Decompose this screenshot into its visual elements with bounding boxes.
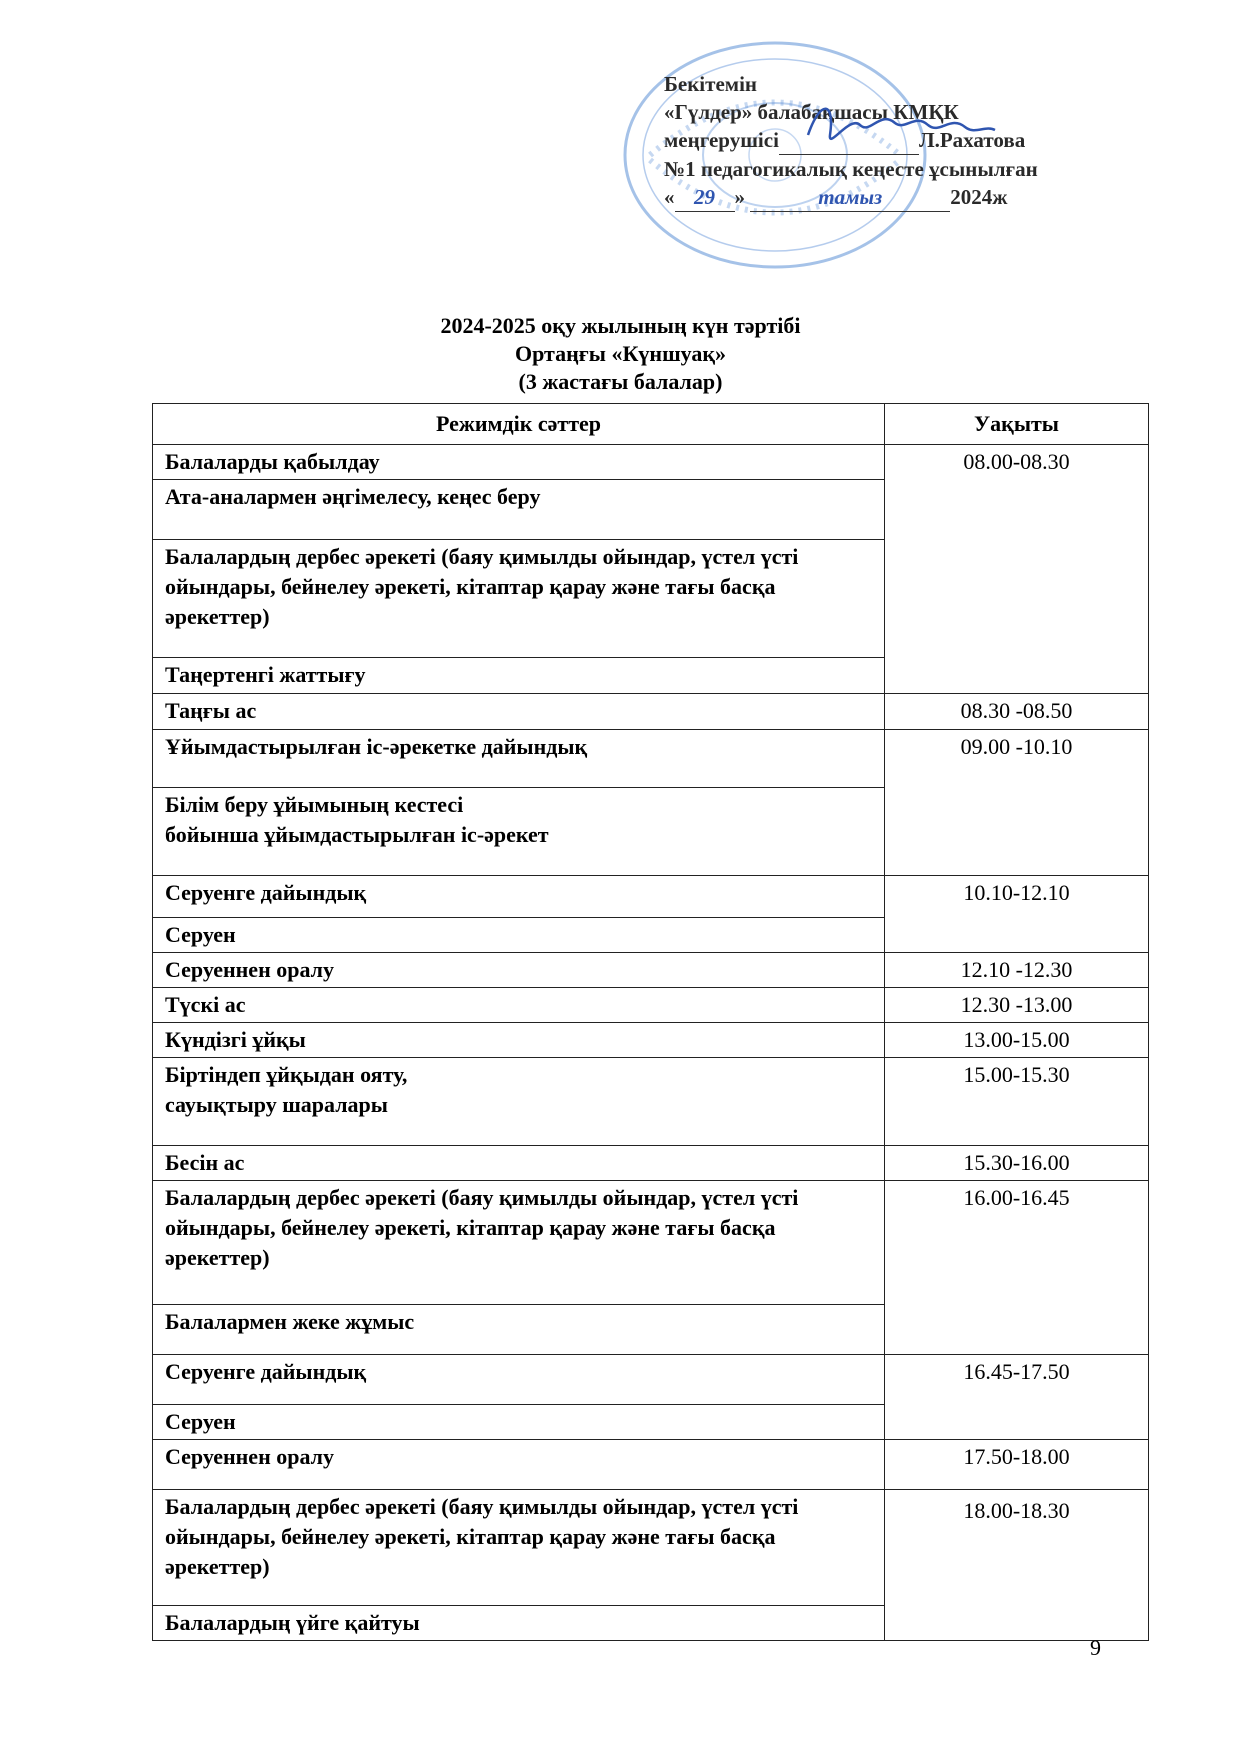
activity-line: бойынша ұйымдастырылған іс-әрекет [165,822,549,847]
table-row [153,730,1149,788]
group-name: Ортаңғы «Күншуақ» [514,341,727,366]
activity-cell: Балаларды қабылдау [153,445,885,480]
time-cell: 12.10 -12.30 [885,953,1149,988]
time-cell: 08.30 -08.50 [885,694,1149,730]
activity-cell: Балалардың дербес әрекеті (баяу қимылды ойындар, үстел үсті ойындары, бейнелеу әрекеті, кітаптар қарау және тағы басқа әрекеттер) [153,1181,885,1305]
header-activities: Режимдік сәттер [153,404,885,445]
table-row [153,1355,1149,1405]
approval-title: Бекітемін [664,72,758,96]
activity-cell: Таңертенгі жаттығу [153,658,885,694]
time-cell: 12.30 -13.00 [885,988,1149,1023]
activity-cell: Күндізгі ұйқы [153,1023,885,1058]
schedule-heading [0,312,1241,396]
kindergarten-name: «Гүлдер» балабақшасы КМҚК [664,100,959,124]
table-row [153,1181,1149,1305]
table-header-row [153,404,1149,445]
activity-cell: Балалармен жеке жұмыс [153,1305,885,1355]
activity-cell: Ата-аналармен әңгімелесу, кеңес беру [153,480,885,540]
table-row [153,1490,1149,1606]
date-month: тамыз [750,183,950,212]
time-cell: 15.30-16.00 [885,1146,1149,1181]
table-row [153,1440,1149,1490]
header-time: Уақыты [885,404,1149,445]
table-row [153,445,1149,480]
activity-cell: Серуеннен оралу [153,953,885,988]
activity-cell: Серуеннен оралу [153,1440,885,1490]
activity-cell: Серуен [153,1405,885,1440]
council-line: №1 педагогикалық кеңесте ұсынылған [664,157,1038,181]
time-cell: 15.00-15.30 [885,1058,1149,1146]
activity-cell: Серуенге дайындық [153,876,885,918]
age-group: (3 жастағы балалар) [518,369,723,394]
date-close-quote: » [734,185,745,209]
activity-cell: Таңғы ас [153,694,885,730]
time-cell: 17.50-18.00 [885,1440,1149,1490]
time-cell: 13.00-15.00 [885,1023,1149,1058]
activity-cell: Түскі ас [153,988,885,1023]
activity-line: Білім беру ұйымының кестесі [165,792,464,817]
activity-cell [153,788,885,876]
activity-cell [153,1058,885,1146]
time-cell: 10.10-12.10 [885,876,1149,953]
time-cell: 09.00 -10.10 [885,730,1149,876]
table-row [153,694,1149,730]
director-label: меңгерушісі [664,128,779,152]
activity-cell: Балалардың дербес әрекеті (баяу қимылды ойындар, үстел үсті ойындары, бейнелеу әрекеті, кітаптар қарау және тағы басқа әрекеттер) [153,1490,885,1606]
date-day: 29 [675,183,735,212]
activity-cell: Бесін ас [153,1146,885,1181]
time-cell: 16.45-17.50 [885,1355,1149,1440]
director-signature [800,95,1000,155]
activity-line: сауықтыру шаралары [165,1092,388,1117]
activity-cell: Балалардың үйге қайтуы [153,1606,885,1641]
time-cell: 08.00-08.30 [885,445,1149,694]
schedule-title: 2024-2025 оқу жылының күн тәртібі [440,313,801,338]
activity-line: Біртіндеп ұйқыдан ояту, [165,1062,408,1087]
time-cell: 18.00-18.30 [885,1490,1149,1641]
table-row [153,876,1149,918]
time-cell: 16.00-16.45 [885,1181,1149,1355]
date-year: 2024ж [950,185,1008,209]
table-row [153,1146,1149,1181]
daily-schedule-table [152,403,1149,1641]
activity-cell: Ұйымдастырылған іс-әрекетке дайындық [153,730,885,788]
table-row [153,988,1149,1023]
table-row [153,953,1149,988]
date-open-quote: « [664,185,675,209]
table-row [153,1058,1149,1146]
director-name: Л.Рахатова [918,128,1026,152]
table-row [153,1023,1149,1058]
activity-cell: Балалардың дербес әрекеті (баяу қимылды ойындар, үстел үсті ойындары, бейнелеу әрекеті, кітаптар қарау және тағы басқа әрекеттер) [153,540,885,658]
date-line [664,183,1184,212]
activity-cell: Серуен [153,918,885,953]
activity-cell: Серуенге дайындық [153,1355,885,1405]
page-number: 9 [1090,1635,1101,1660]
